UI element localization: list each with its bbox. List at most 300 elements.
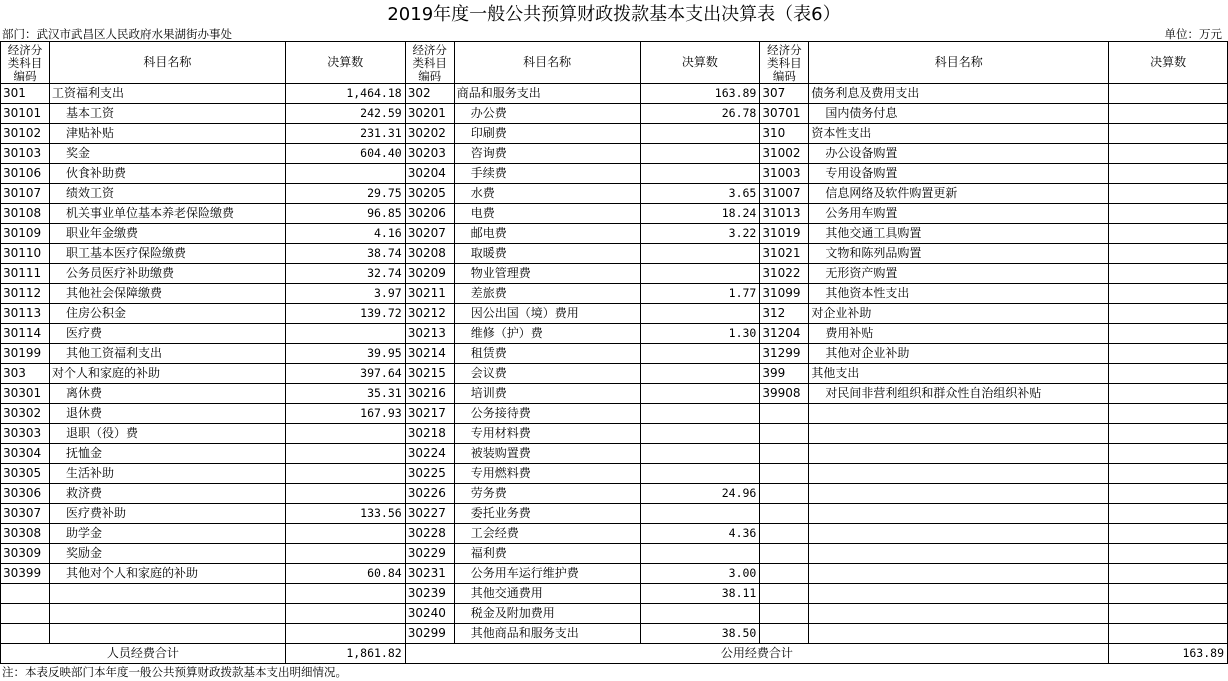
code-cell — [1, 624, 50, 644]
amount-cell: 32.74 — [285, 264, 405, 284]
amount-cell: 231.31 — [285, 124, 405, 144]
item-name-cell: 退休费 — [49, 404, 285, 424]
table-row — [1, 444, 1228, 464]
code-cell: 30225 — [405, 464, 454, 484]
header-row — [1, 42, 1228, 84]
amount-cell: 167.93 — [285, 404, 405, 424]
item-name-cell: 津贴补贴 — [49, 124, 285, 144]
code-cell: 30212 — [405, 304, 454, 324]
item-name-cell: 其他资本性支出 — [809, 284, 1109, 304]
code-cell: 30202 — [405, 124, 454, 144]
amount-cell — [1109, 504, 1228, 524]
item-name-cell — [809, 564, 1109, 584]
amount-cell — [285, 164, 405, 184]
code-cell — [1, 604, 50, 624]
item-name-cell: 咨询费 — [454, 144, 640, 164]
code-cell: 30239 — [405, 584, 454, 604]
amount-cell: 397.64 — [285, 364, 405, 384]
amount-cell — [1109, 184, 1228, 204]
code-cell: 301 — [1, 84, 50, 104]
amount-cell — [640, 404, 760, 424]
item-name-cell — [809, 624, 1109, 644]
item-name-cell: 因公出国（境）费用 — [454, 304, 640, 324]
item-name-cell: 工资福利支出 — [49, 84, 285, 104]
code-cell: 312 — [760, 304, 809, 324]
item-name-cell: 救济费 — [49, 484, 285, 504]
amount-cell: 1.77 — [640, 284, 760, 304]
item-name-cell: 培训费 — [454, 384, 640, 404]
item-name-cell: 专用设备购置 — [809, 164, 1109, 184]
footnote: 注：本表反映部门本年度一般公共预算财政拨款基本支出明细情况。 — [2, 665, 347, 679]
amount-cell: 1.30 — [640, 324, 760, 344]
item-name-cell: 公务员医疗补助缴费 — [49, 264, 285, 284]
item-name-cell — [809, 424, 1109, 444]
header-amount: 决算数 — [285, 42, 405, 84]
item-name-cell — [809, 504, 1109, 524]
amount-cell — [285, 464, 405, 484]
amount-cell — [640, 124, 760, 144]
code-cell: 30307 — [1, 504, 50, 524]
amount-cell — [285, 424, 405, 444]
item-name-cell — [809, 604, 1109, 624]
code-cell: 31099 — [760, 284, 809, 304]
amount-cell: 24.96 — [640, 484, 760, 504]
code-cell: 30214 — [405, 344, 454, 364]
code-cell: 30216 — [405, 384, 454, 404]
code-cell: 30308 — [1, 524, 50, 544]
table-row — [1, 84, 1228, 104]
item-name-cell: 其他工资福利支出 — [49, 344, 285, 364]
item-name-cell — [49, 584, 285, 604]
personnel-total-value: 1,861.82 — [285, 644, 405, 664]
item-name-cell: 对个人和家庭的补助 — [49, 364, 285, 384]
amount-cell: 3.00 — [640, 564, 760, 584]
code-cell — [760, 464, 809, 484]
item-name-cell: 国内债务付息 — [809, 104, 1109, 124]
public-total-label: 公用经费合计 — [405, 644, 1108, 664]
unit-label: 单位：万元 — [1164, 27, 1222, 41]
item-name-cell: 伙食补助费 — [49, 164, 285, 184]
header-code: 经济分类科目编码 — [405, 42, 454, 84]
code-cell: 30226 — [405, 484, 454, 504]
code-cell — [760, 484, 809, 504]
amount-cell — [285, 484, 405, 504]
amount-cell — [640, 364, 760, 384]
amount-cell — [285, 444, 405, 464]
amount-cell: 29.75 — [285, 184, 405, 204]
item-name-cell: 医疗费 — [49, 324, 285, 344]
code-cell: 31019 — [760, 224, 809, 244]
code-cell: 30102 — [1, 124, 50, 144]
table-row — [1, 164, 1228, 184]
amount-cell: 96.85 — [285, 204, 405, 224]
amount-cell — [640, 424, 760, 444]
amount-cell — [1109, 204, 1228, 224]
amount-cell: 38.74 — [285, 244, 405, 264]
amount-cell: 35.31 — [285, 384, 405, 404]
code-cell: 302 — [405, 84, 454, 104]
code-cell — [760, 624, 809, 644]
amount-cell — [1109, 524, 1228, 544]
table-row — [1, 244, 1228, 264]
table-row — [1, 424, 1228, 444]
code-cell: 39908 — [760, 384, 809, 404]
item-name-cell — [809, 444, 1109, 464]
expenditure-table — [0, 41, 1228, 664]
item-name-cell: 商品和服务支出 — [454, 84, 640, 104]
amount-cell: 38.50 — [640, 624, 760, 644]
amount-cell — [640, 544, 760, 564]
code-cell: 30107 — [1, 184, 50, 204]
code-cell: 30306 — [1, 484, 50, 504]
amount-cell — [640, 604, 760, 624]
header-amount: 决算数 — [640, 42, 760, 84]
amount-cell — [285, 624, 405, 644]
table-row — [1, 344, 1228, 364]
amount-cell — [1109, 424, 1228, 444]
totals-row — [1, 644, 1228, 664]
code-cell: 30203 — [405, 144, 454, 164]
code-cell: 30228 — [405, 524, 454, 544]
amount-cell — [640, 244, 760, 264]
amount-cell — [1109, 304, 1228, 324]
table-row — [1, 224, 1228, 244]
amount-cell: 26.78 — [640, 104, 760, 124]
code-cell: 31299 — [760, 344, 809, 364]
item-name-cell: 委托业务费 — [454, 504, 640, 524]
code-cell: 30109 — [1, 224, 50, 244]
item-name-cell: 水费 — [454, 184, 640, 204]
amount-cell — [1109, 384, 1228, 404]
item-name-cell: 差旅费 — [454, 284, 640, 304]
amount-cell — [1109, 444, 1228, 464]
code-cell — [760, 544, 809, 564]
amount-cell: 18.24 — [640, 204, 760, 224]
item-name-cell — [809, 484, 1109, 504]
amount-cell — [1109, 584, 1228, 604]
code-cell — [760, 564, 809, 584]
code-cell: 31002 — [760, 144, 809, 164]
amount-cell — [640, 444, 760, 464]
page-title: 2019年度一般公共预算财政拨款基本支出决算表（表6） — [387, 4, 841, 25]
item-name-cell: 维修（护）费 — [454, 324, 640, 344]
amount-cell — [285, 524, 405, 544]
item-name-cell: 办公费 — [454, 104, 640, 124]
amount-cell — [640, 384, 760, 404]
code-cell: 30204 — [405, 164, 454, 184]
item-name-cell: 住房公积金 — [49, 304, 285, 324]
code-cell: 30309 — [1, 544, 50, 564]
item-name-cell: 公务用车运行维护费 — [454, 564, 640, 584]
code-cell: 30111 — [1, 264, 50, 284]
item-name-cell: 无形资产购置 — [809, 264, 1109, 284]
header-code: 经济分类科目编码 — [1, 42, 50, 84]
item-name-cell — [809, 404, 1109, 424]
amount-cell: 604.40 — [285, 144, 405, 164]
code-cell — [760, 404, 809, 424]
code-cell: 30399 — [1, 564, 50, 584]
amount-cell: 39.95 — [285, 344, 405, 364]
amount-cell: 4.16 — [285, 224, 405, 244]
item-name-cell: 职业年金缴费 — [49, 224, 285, 244]
table-row — [1, 364, 1228, 384]
code-cell: 31022 — [760, 264, 809, 284]
table-row — [1, 184, 1228, 204]
code-cell: 30303 — [1, 424, 50, 444]
item-name-cell: 对民间非营利组织和群众性自治组织补贴 — [809, 384, 1109, 404]
code-cell: 30227 — [405, 504, 454, 524]
amount-cell: 1,464.18 — [285, 84, 405, 104]
item-name-cell: 债务利息及费用支出 — [809, 84, 1109, 104]
item-name-cell: 助学金 — [49, 524, 285, 544]
item-name-cell: 其他交通工具购置 — [809, 224, 1109, 244]
code-cell: 30110 — [1, 244, 50, 264]
code-cell — [760, 504, 809, 524]
amount-cell — [1109, 244, 1228, 264]
code-cell — [760, 424, 809, 444]
amount-cell: 60.84 — [285, 564, 405, 584]
item-name-cell: 印刷费 — [454, 124, 640, 144]
table-row — [1, 304, 1228, 324]
item-name-cell: 邮电费 — [454, 224, 640, 244]
code-cell — [760, 524, 809, 544]
amount-cell: 133.56 — [285, 504, 405, 524]
amount-cell — [1109, 104, 1228, 124]
code-cell: 30231 — [405, 564, 454, 584]
item-name-cell: 其他支出 — [809, 364, 1109, 384]
amount-cell — [640, 264, 760, 284]
code-cell: 31007 — [760, 184, 809, 204]
item-name-cell: 办公设备购置 — [809, 144, 1109, 164]
item-name-cell: 资本性支出 — [809, 124, 1109, 144]
table-row — [1, 404, 1228, 424]
code-cell: 30211 — [405, 284, 454, 304]
code-cell: 399 — [760, 364, 809, 384]
item-name-cell: 基本工资 — [49, 104, 285, 124]
item-name-cell: 公务接待费 — [454, 404, 640, 424]
table-row — [1, 544, 1228, 564]
item-name-cell — [809, 464, 1109, 484]
public-total-value: 163.89 — [1109, 644, 1228, 664]
amount-cell: 3.22 — [640, 224, 760, 244]
table-row — [1, 464, 1228, 484]
code-cell: 303 — [1, 364, 50, 384]
amount-cell — [285, 584, 405, 604]
item-name-cell: 职工基本医疗保险缴费 — [49, 244, 285, 264]
amount-cell — [1109, 364, 1228, 384]
amount-cell — [1109, 144, 1228, 164]
code-cell — [760, 444, 809, 464]
item-name-cell: 工会经费 — [454, 524, 640, 544]
code-cell — [1, 584, 50, 604]
code-cell: 30106 — [1, 164, 50, 184]
item-name-cell: 生活补助 — [49, 464, 285, 484]
item-name-cell: 离休费 — [49, 384, 285, 404]
amount-cell — [640, 304, 760, 324]
code-cell: 30114 — [1, 324, 50, 344]
table-row — [1, 284, 1228, 304]
table-row — [1, 624, 1228, 644]
table-row — [1, 264, 1228, 284]
amount-cell — [285, 324, 405, 344]
header-name: 科目名称 — [454, 42, 640, 84]
item-name-cell: 其他商品和服务支出 — [454, 624, 640, 644]
item-name-cell: 费用补贴 — [809, 324, 1109, 344]
code-cell: 30304 — [1, 444, 50, 464]
item-name-cell: 手续费 — [454, 164, 640, 184]
amount-cell — [1109, 164, 1228, 184]
code-cell — [760, 584, 809, 604]
amount-cell — [1109, 264, 1228, 284]
code-cell: 30215 — [405, 364, 454, 384]
table-row — [1, 384, 1228, 404]
item-name-cell — [809, 584, 1109, 604]
code-cell: 30224 — [405, 444, 454, 464]
item-name-cell: 奖励金 — [49, 544, 285, 564]
amount-cell — [1109, 324, 1228, 344]
code-cell: 30301 — [1, 384, 50, 404]
amount-cell — [1109, 564, 1228, 584]
item-name-cell: 公务用车购置 — [809, 204, 1109, 224]
code-cell: 30112 — [1, 284, 50, 304]
amount-cell — [1109, 484, 1228, 504]
item-name-cell: 物业管理费 — [454, 264, 640, 284]
item-name-cell: 电费 — [454, 204, 640, 224]
table-row — [1, 104, 1228, 124]
item-name-cell — [49, 624, 285, 644]
item-name-cell: 文物和陈列品购置 — [809, 244, 1109, 264]
table-row — [1, 584, 1228, 604]
amount-cell — [1109, 344, 1228, 364]
code-cell: 30103 — [1, 144, 50, 164]
table-row — [1, 324, 1228, 344]
code-cell — [760, 604, 809, 624]
item-name-cell: 退职（役）费 — [49, 424, 285, 444]
item-name-cell: 专用燃料费 — [454, 464, 640, 484]
amount-cell — [640, 344, 760, 364]
code-cell: 31204 — [760, 324, 809, 344]
table-row — [1, 124, 1228, 144]
item-name-cell: 税金及附加费用 — [454, 604, 640, 624]
amount-cell: 3.97 — [285, 284, 405, 304]
item-name-cell: 被装购置费 — [454, 444, 640, 464]
code-cell: 30217 — [405, 404, 454, 424]
table-row — [1, 524, 1228, 544]
code-cell: 30199 — [1, 344, 50, 364]
item-name-cell — [809, 524, 1109, 544]
code-cell: 30299 — [405, 624, 454, 644]
amount-cell — [640, 164, 760, 184]
code-cell: 310 — [760, 124, 809, 144]
item-name-cell: 对企业补助 — [809, 304, 1109, 324]
item-name-cell — [809, 544, 1109, 564]
amount-cell — [1109, 84, 1228, 104]
item-name-cell: 绩效工资 — [49, 184, 285, 204]
table-row — [1, 204, 1228, 224]
item-name-cell: 劳务费 — [454, 484, 640, 504]
header-name: 科目名称 — [49, 42, 285, 84]
code-cell: 30240 — [405, 604, 454, 624]
code-cell: 30101 — [1, 104, 50, 124]
amount-cell — [1109, 464, 1228, 484]
code-cell: 31003 — [760, 164, 809, 184]
item-name-cell: 租赁费 — [454, 344, 640, 364]
code-cell: 30302 — [1, 404, 50, 424]
amount-cell — [1109, 224, 1228, 244]
amount-cell — [285, 544, 405, 564]
code-cell: 30206 — [405, 204, 454, 224]
code-cell: 30218 — [405, 424, 454, 444]
amount-cell: 163.89 — [640, 84, 760, 104]
table-row — [1, 504, 1228, 524]
code-cell: 30207 — [405, 224, 454, 244]
code-cell: 30208 — [405, 244, 454, 264]
item-name-cell — [49, 604, 285, 624]
table-row — [1, 484, 1228, 504]
personnel-total-label: 人员经费合计 — [1, 644, 286, 664]
code-cell: 31013 — [760, 204, 809, 224]
table-row — [1, 144, 1228, 164]
amount-cell — [640, 144, 760, 164]
amount-cell — [285, 604, 405, 624]
item-name-cell: 会议费 — [454, 364, 640, 384]
code-cell: 30201 — [405, 104, 454, 124]
amount-cell — [1109, 544, 1228, 564]
item-name-cell: 福利费 — [454, 544, 640, 564]
header-name: 科目名称 — [809, 42, 1109, 84]
header-code: 经济分类科目编码 — [760, 42, 809, 84]
header-amount: 决算数 — [1109, 42, 1228, 84]
amount-cell — [640, 464, 760, 484]
item-name-cell: 抚恤金 — [49, 444, 285, 464]
amount-cell: 139.72 — [285, 304, 405, 324]
amount-cell: 242.59 — [285, 104, 405, 124]
code-cell: 307 — [760, 84, 809, 104]
item-name-cell: 专用材料费 — [454, 424, 640, 444]
item-name-cell: 其他对企业补助 — [809, 344, 1109, 364]
table-row — [1, 604, 1228, 624]
department-label: 部门：武汉市武昌区人民政府水果湖街办事处 — [2, 27, 232, 41]
amount-cell: 38.11 — [640, 584, 760, 604]
item-name-cell: 其他交通费用 — [454, 584, 640, 604]
code-cell: 30305 — [1, 464, 50, 484]
amount-cell — [1109, 604, 1228, 624]
item-name-cell: 机关事业单位基本养老保险缴费 — [49, 204, 285, 224]
item-name-cell: 其他对个人和家庭的补助 — [49, 564, 285, 584]
item-name-cell: 其他社会保障缴费 — [49, 284, 285, 304]
item-name-cell: 奖金 — [49, 144, 285, 164]
item-name-cell: 信息网络及软件购置更新 — [809, 184, 1109, 204]
amount-cell: 3.65 — [640, 184, 760, 204]
code-cell: 30213 — [405, 324, 454, 344]
table-row — [1, 564, 1228, 584]
item-name-cell: 医疗费补助 — [49, 504, 285, 524]
amount-cell — [1109, 284, 1228, 304]
code-cell: 30701 — [760, 104, 809, 124]
amount-cell — [1109, 624, 1228, 644]
amount-cell: 4.36 — [640, 524, 760, 544]
code-cell: 30205 — [405, 184, 454, 204]
amount-cell — [640, 504, 760, 524]
amount-cell — [1109, 124, 1228, 144]
item-name-cell: 取暖费 — [454, 244, 640, 264]
amount-cell — [1109, 404, 1228, 424]
code-cell: 30209 — [405, 264, 454, 284]
code-cell: 30108 — [1, 204, 50, 224]
code-cell: 30113 — [1, 304, 50, 324]
code-cell: 30229 — [405, 544, 454, 564]
code-cell: 31021 — [760, 244, 809, 264]
